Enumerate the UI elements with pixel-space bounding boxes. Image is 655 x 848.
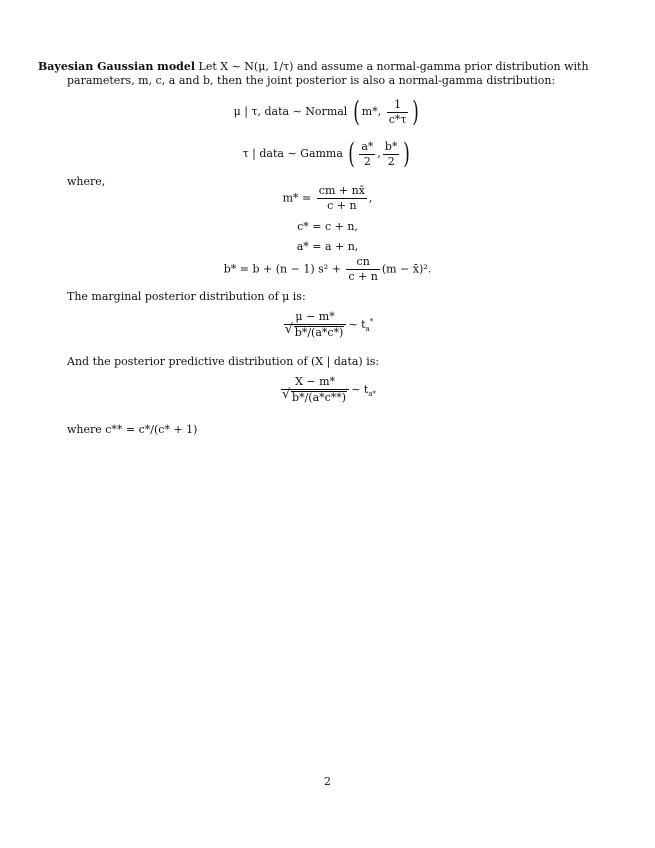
eq2-numerator-1: a* [361,139,374,153]
eq7-superscript: * [369,317,374,326]
eq2-fraction-2 [383,141,400,168]
eq6-numerator: cn [346,256,379,270]
right-paren: ) [412,95,420,128]
equation-c-star [0,220,655,233]
equation-predictive [0,376,655,404]
eq8-tail: ∼ t [351,383,369,396]
marginal-text: The marginal posterior distribution of μ is: [67,290,306,303]
eq3-fraction [317,185,367,212]
equation-mu-posterior [0,95,655,128]
eq2-separator: , [377,147,381,160]
equation-a-star [0,240,655,253]
eq4-text: c* = c + n, [297,220,358,233]
page-number: 2 [324,775,331,788]
eq7-tail: ∼ t [348,318,366,331]
where-text: where, [67,175,106,188]
eq6-fraction [346,256,379,283]
right-paren: ) [403,137,411,170]
eq3-lhs: m* = [282,191,312,205]
eq2-lhs: τ | data ∼ Gamma [242,147,343,160]
where-c-double-star [38,423,647,437]
eq8-fraction [281,376,349,404]
intro-line-2: parameters, m, c, a and b, then the joint posterior is also a normal-gamma distribution: [67,74,556,87]
eq7-fraction [284,311,347,339]
eq3-tail: , [368,191,373,205]
equation-tau-posterior [0,137,655,170]
eq6-tail: (m − x̄)². [381,262,432,276]
eq7-numerator: μ − m* [284,311,347,325]
predictive-text: And the posterior predictive distribution of (X | data) is: [67,355,380,368]
eq8-subscript: a* [368,390,376,399]
sqrt-symbol [283,391,347,404]
eq3-denominator: c + n [327,199,357,212]
eq2-denominator-2: 2 [387,154,395,168]
left-paren: ( [353,95,360,128]
eq7-radicand: b*/(a*c*) [294,326,344,339]
eq1-denominator: c*τ [388,112,407,126]
eq1-fraction [387,99,409,126]
where-c-double-star-text: where c** = c*/(c* + 1) [67,423,198,436]
eq6-denominator: c + n [348,270,378,283]
eq5-text: a* = a + n, [296,240,359,253]
eq1-lhs: μ | τ, data ∼ Normal [233,105,348,118]
eq8-denominator [281,390,349,404]
eq1-numerator: 1 [387,99,409,113]
eq2-numerator-2: b* [384,139,398,153]
eq2-denominator-1: 2 [363,154,371,168]
eq8-numerator: X − m* [281,376,349,390]
equation-marginal [0,311,655,339]
eq3-numerator: cm + nx̄ [318,184,365,197]
eq1-arg1: m*, [361,105,382,118]
predictive-paragraph [38,355,647,369]
intro-paragraph [38,60,618,88]
intro-line-1: Let X ∼ N(μ, 1/τ) and assume a normal-gamma prior distribution with [198,60,589,73]
eq2-fraction-1 [359,141,375,168]
equation-b-star [0,256,655,283]
sqrt-symbol [286,326,345,339]
eq7-subscript: a [365,325,370,334]
marginal-paragraph [38,290,647,304]
eq6-lhs: b* = b + (n − 1) s² + [223,262,341,276]
left-paren: ( [348,137,356,170]
section-heading: Bayesian Gaussian model [38,60,196,73]
eq7-denominator [284,325,347,339]
equation-m-star [0,185,655,212]
eq8-radicand: b*/(a*c**) [292,391,347,404]
